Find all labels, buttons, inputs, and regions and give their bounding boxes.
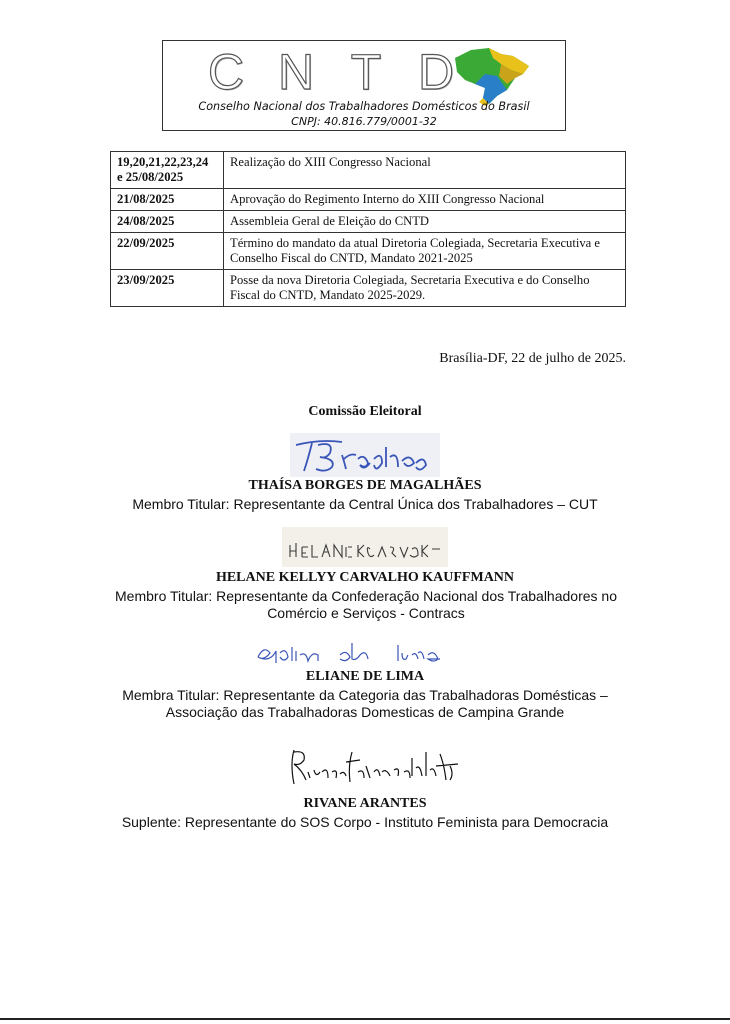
schedule-date: 24/08/2025 [111,211,224,233]
table-row [111,233,626,270]
member-name: HELANE KELLYY CARVALHO KAUFFMANN [215,570,515,585]
letterhead [162,40,566,131]
member-name: ELIANE DE LIMA [305,669,425,684]
signature-eliane [252,637,476,669]
cntd-logo [203,44,459,100]
signature-rivane [286,744,466,792]
schedule-date: 22/09/2025 [111,233,224,270]
schedule-date: 23/09/2025 [111,270,224,307]
schedule-event: Assembleia Geral de Eleição do CNTD [224,211,626,233]
table-row [111,189,626,211]
schedule-event: Realização do XIII Congresso Nacional [224,152,626,189]
schedule-event: Aprovação do Regimento Interno do XIII Congresso Nacional [224,189,626,211]
place-and-date: Brasília-DF, 22 de julho de 2025. [439,351,626,366]
logo-letter-c: C [207,44,245,100]
logo-letter-n: N [277,44,315,100]
member-role: Membro Titular: Representante da Central Única dos Trabalhadores – CUT [132,496,598,512]
table-row [111,211,626,233]
organization-name: Conselho Nacional dos Trabalhadores Domésticos do Brasil [198,100,530,113]
schedule-event: Posse da nova Diretoria Colegiada, Secretaria Executiva e do Conselho Fiscal do CNTD, Mandato 2025-2029. [224,270,626,307]
schedule-date: 19,20,21,22,23,24 e 25/08/2025 [111,152,224,189]
brazil-map-icon [445,44,535,106]
logo-letter-t: T [350,44,382,100]
logo-letter-d: D [417,44,455,100]
commission-title: Comissão Eleitoral [308,404,422,419]
schedule-date: 21/08/2025 [111,189,224,211]
member-role: Suplente: Representante do SOS Corpo - Instituto Feminista para Democracia [121,814,609,830]
member-role: Membro Titular: Representante da Confederação Nacional dos Trabalhadores no Comércio e Serviços - Contracs [115,588,617,621]
organization-cnpj: CNPJ: 40.816.779/0001-32 [291,115,437,128]
signature-thaisa [290,433,440,477]
member-role: Membra Titular: Representante da Categoria das Trabalhadoras Domésticas – Associação das Trabalhadoras Domesticas de Campina Grande [122,687,608,720]
member-name: THAÍSA BORGES DE MAGALHÃES [248,478,482,493]
schedule-event: Término do mandato da atual Diretoria Colegiada, Secretaria Executiva e Conselho Fiscal do CNTD, Mandato 2021-2025 [224,233,626,270]
table-row [111,270,626,307]
signature-helane [282,527,448,567]
member-name: RIVANE ARANTES [303,796,427,811]
election-schedule-table [110,151,626,307]
table-row [111,152,626,189]
page-edge-line [0,1018,730,1020]
